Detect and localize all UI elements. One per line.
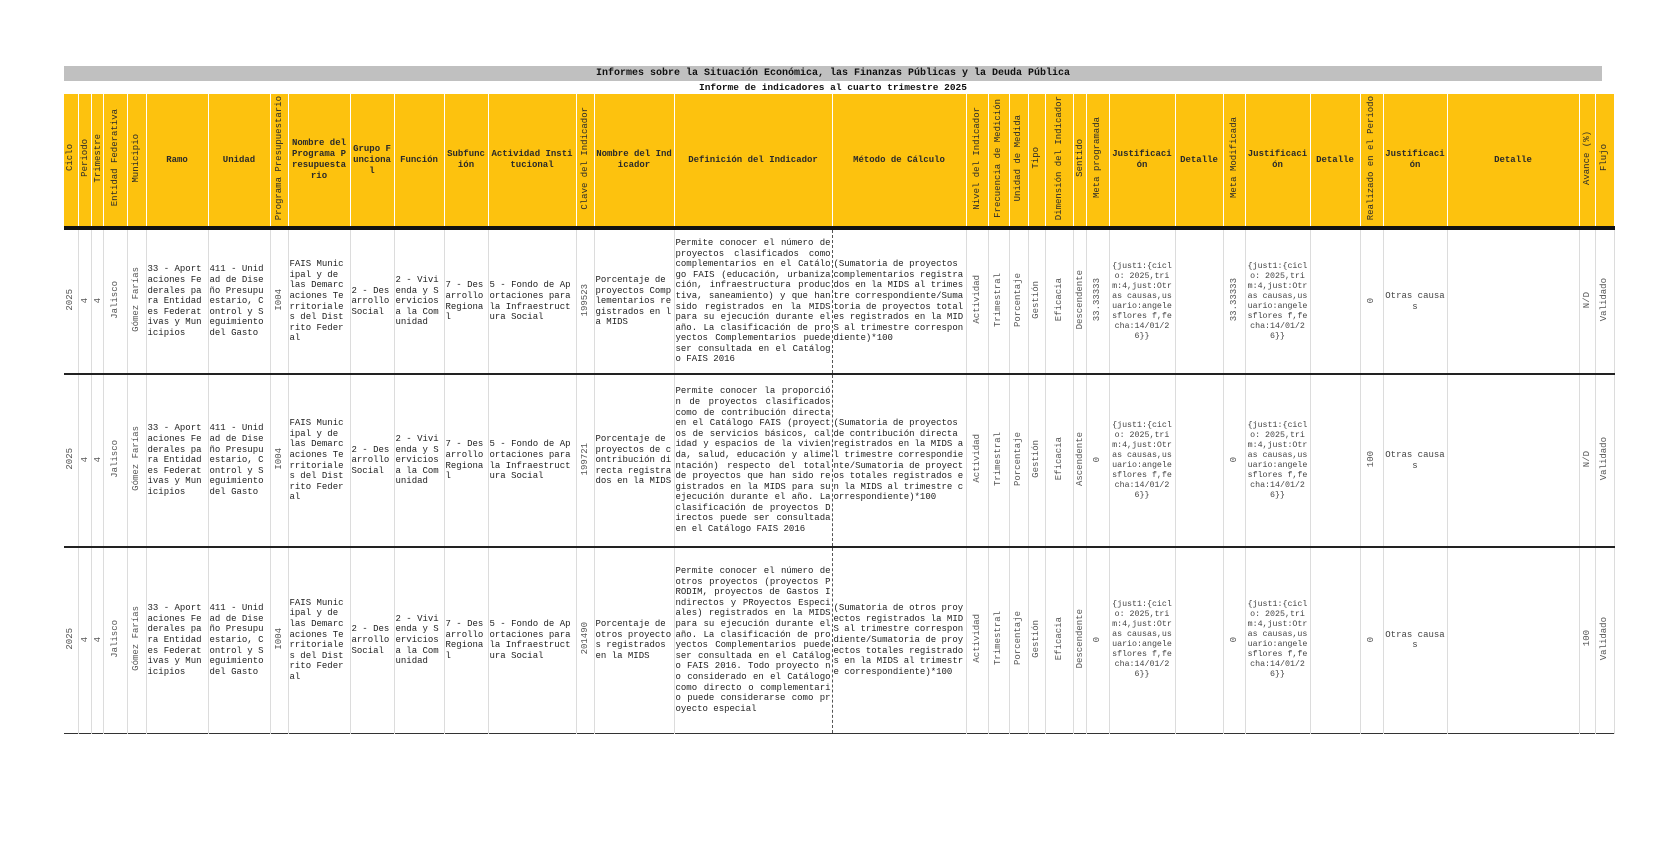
cell-justificacion-1: {just1:{ciclo: 2025,trim:4,just:Otras causas,usuario:angelesflores f,fecha:14/01/26}} [1109,374,1175,547]
indicator-report [64,66,1610,734]
cell-periodo: 4 [78,374,91,547]
cell-nombre-programa: FAIS Municipal y de las Demarcaciones Territoriales del Distrito Federal [288,228,350,374]
cell-realizado: 0 [1360,228,1383,374]
cell-nombre-indicador: Porcentaje de proyectos Complementarios registrados en la MIDS [594,228,674,374]
cell-unidad-medida: Porcentaje [1009,228,1028,374]
col-header-detalle-1[interactable]: Detalle [1175,94,1223,228]
cell-programa: I004 [270,228,288,374]
col-header-ramo[interactable]: Ramo [146,94,208,228]
cell-municipio: Gómez Farías [127,228,146,374]
cell-flujo: Validado [1595,374,1614,547]
col-header-detalle-2[interactable]: Detalle [1310,94,1360,228]
cell-detalle-3 [1447,374,1579,547]
cell-detalle-3 [1447,547,1579,733]
cell-nombre-indicador: Porcentaje de proyectos de contribución directa registrados en la MIDS [594,374,674,547]
cell-actividad: 5 - Fondo de Aportaciones para la Infraestructura Social [488,374,576,547]
cell-frecuencia: Trimestral [988,547,1009,733]
cell-tipo: Gestión [1028,228,1045,374]
col-header-grupo[interactable]: Grupo Funcional [350,94,394,228]
cell-entidad: Jalisco [103,374,127,547]
cell-definicion: Permite conocer el número de proyectos clasificados como complementarios en el Catálogo FAIS (educación, urbanización, infraestructura productiva, saneamiento) y que han sido registrados en la MIDS para su ejecución durante el año. La clasificación de proyectos Complementarios puede ser consultada en el Catálogo FAIS 2016 [674,228,832,374]
col-header-municipio[interactable]: Municipio [127,94,146,228]
col-header-nombre-programa[interactable]: Nombre del Programa Presupuestario [288,94,350,228]
cell-metodo: (Sumatoria de proyectos complementarios registrados en la MIDS al trimestre correspondiente/Sumatoria de proyectos totales registrados en la MIDS al trimestre correspondiente)*100 [832,228,966,374]
header-row [64,94,1614,228]
col-header-dimension[interactable]: Dimensión del Indicador [1045,94,1073,228]
cell-trimestre: 4 [91,547,103,733]
col-header-entidad[interactable]: Entidad Federativa [103,94,127,228]
cell-detalle-1 [1175,547,1223,733]
col-header-nombre-indicador[interactable]: Nombre del Indicador [594,94,674,228]
cell-meta-modificada: 0 [1223,374,1245,547]
col-header-nivel[interactable]: Nivel del Indicador [966,94,988,228]
cell-programa: I004 [270,547,288,733]
cell-grupo: 2 - Desarrollo Social [350,374,394,547]
cell-funcion: 2 - Vivienda y Servicios a la Comunidad [394,228,444,374]
cell-subfuncion: 7 - Desarrollo Regional [444,547,488,733]
col-header-subfuncion[interactable]: Subfunción [444,94,488,228]
col-header-periodo[interactable]: Periodo [78,94,91,228]
cell-sentido: Descendente [1073,547,1086,733]
col-header-definicion[interactable]: Definición del Indicador [674,94,832,228]
col-header-avance[interactable]: Avance (%) [1579,94,1595,228]
table-row [64,547,1614,733]
cell-avance: N/D [1579,374,1595,547]
cell-unidad: 411 - Unidad de Diseño Presupuestario, Control y Seguimiento del Gasto [208,374,270,547]
col-header-meta-modificada[interactable]: Meta Modificada [1223,94,1245,228]
table-row [64,228,1614,374]
col-header-trimestre[interactable]: Trimestre [91,94,103,228]
cell-subfuncion: 7 - Desarrollo Regional [444,228,488,374]
cell-nivel: Actividad [966,547,988,733]
cell-metodo: (Sumatoria de otros proyectos registrados la MIDS al trimestre correspondiente/Sumatoria de proyectos totales registrados en la MIDS al trimestre correspondiente)*100 [832,547,966,733]
col-header-ciclo[interactable]: Ciclo [64,94,78,228]
col-header-actividad[interactable]: Actividad Institucional [488,94,576,228]
cell-justificacion-3: Otras causas [1383,228,1447,374]
cell-justificacion-2: {just1:{ciclo: 2025,trim:4,just:Otras causas,usuario:angelesflores f,fecha:14/01/26}} [1245,547,1310,733]
report-title: Informes sobre la Situación Económica, las Finanzas Públicas y la Deuda Pública [64,66,1602,81]
cell-definicion: Permite conocer el número de otros proyectos (proyectos PRODIM, proyectos de Gastos Indirectos y PRoyectos Especiales) registrados en la MIDS para su ejecución durante el año. La clasificación de proyectos Complementarios puede ser consultada en el Catálogo FAIS 2016. Todo proyecto no considerado en el Catálogo como directo o complementario puede considerarse como proyecto especial [674,547,832,733]
col-header-unidad[interactable]: Unidad [208,94,270,228]
cell-meta-programada: 0 [1086,374,1109,547]
cell-dimension: Eficacia [1045,547,1073,733]
cell-ciclo: 2025 [64,228,78,374]
cell-justificacion-1: {just1:{ciclo: 2025,trim:4,just:Otras causas,usuario:angelesflores f,fecha:14/01/26}} [1109,228,1175,374]
cell-ramo: 33 - Aportaciones Federales para Entidades Federativas y Municipios [146,228,208,374]
cell-actividad: 5 - Fondo de Aportaciones para la Infraestructura Social [488,547,576,733]
cell-detalle-2 [1310,228,1360,374]
cell-justificacion-1: {just1:{ciclo: 2025,trim:4,just:Otras causas,usuario:angelesflores f,fecha:14/01/26}} [1109,547,1175,733]
col-header-tipo[interactable]: Tipo [1028,94,1045,228]
cell-subfuncion: 7 - Desarrollo Regional [444,374,488,547]
col-header-frecuencia[interactable]: Frecuencia de Medición [988,94,1009,228]
col-header-detalle-3[interactable]: Detalle [1447,94,1579,228]
report-subtitle: Informe de indicadores al cuarto trimestre 2025 [699,82,967,93]
cell-detalle-1 [1175,374,1223,547]
cell-definicion: Permite conocer la proporción de proyectos clasificados como de contribución directa en el Catálogo FAIS (proyectos de servicios básicos, calidad y espacios de la vivienda, salud, educación y alimentación) respecto del total de proyectos que han sido registrados en la MIDS para su ejecución durante el año. La clasificación de proyectos Directos puede ser consultada en el Catálogo FAIS 2016 [674,374,832,547]
cell-tipo: Gestión [1028,374,1045,547]
col-header-sentido[interactable]: Sentido [1073,94,1086,228]
cell-frecuencia: Trimestral [988,228,1009,374]
cell-nombre-programa: FAIS Municipal y de las Demarcaciones Territoriales del Distrito Federal [288,547,350,733]
cell-dimension: Eficacia [1045,374,1073,547]
cell-avance: N/D [1579,228,1595,374]
cell-municipio: Gómez Farías [127,547,146,733]
cell-periodo: 4 [78,547,91,733]
cell-justificacion-2: {just1:{ciclo: 2025,trim:4,just:Otras causas,usuario:angelesflores f,fecha:14/01/26}} [1245,228,1310,374]
cell-funcion: 2 - Vivienda y Servicios a la Comunidad [394,547,444,733]
cell-realizado: 0 [1360,547,1383,733]
cell-detalle-3 [1447,228,1579,374]
cell-clave: 199721 [576,374,594,547]
cell-unidad: 411 - Unidad de Diseño Presupuestario, Control y Seguimiento del Gasto [208,228,270,374]
col-header-unidad-medida[interactable]: Unidad de Medida [1009,94,1028,228]
cell-meta-modificada: 0 [1223,547,1245,733]
col-header-funcion[interactable]: Función [394,94,444,228]
cell-metodo: (Sumatoria de proyectos de contribución directa registrados en la MIDS al trimestre correspondiente/Sumatoria de proyectos totales registrados en la MIDS al trimestre correspondiente)*100 [832,374,966,547]
cell-avance: 100 [1579,547,1595,733]
cell-nombre-programa: FAIS Municipal y de las Demarcaciones Territoriales del Distrito Federal [288,374,350,547]
cell-entidad: Jalisco [103,228,127,374]
cell-ramo: 33 - Aportaciones Federales para Entidades Federativas y Municipios [146,547,208,733]
cell-nombre-indicador: Porcentaje de otros proyectos registrados en la MIDS [594,547,674,733]
cell-detalle-2 [1310,374,1360,547]
cell-detalle-1 [1175,228,1223,374]
cell-funcion: 2 - Vivienda y Servicios a la Comunidad [394,374,444,547]
col-header-clave[interactable]: Clave del Indicador [576,94,594,228]
col-header-meta-programada[interactable]: Meta programada [1086,94,1109,228]
cell-justificacion-3: Otras causas [1383,547,1447,733]
cell-sentido: Ascendente [1073,374,1086,547]
cell-meta-programada: 0 [1086,547,1109,733]
cell-ciclo: 2025 [64,547,78,733]
cell-entidad: Jalisco [103,547,127,733]
col-header-justificacion-3[interactable]: Justificación [1383,94,1447,228]
cell-nivel: Actividad [966,228,988,374]
col-header-metodo[interactable]: Método de Cálculo [832,94,966,228]
cell-unidad-medida: Porcentaje [1009,547,1028,733]
col-header-programa[interactable]: Programa Presupuestario [270,94,288,228]
cell-grupo: 2 - Desarrollo Social [350,228,394,374]
cell-trimestre: 4 [91,374,103,547]
cell-frecuencia: Trimestral [988,374,1009,547]
cell-clave: 201490 [576,547,594,733]
cell-nivel: Actividad [966,374,988,547]
cell-programa: I004 [270,374,288,547]
cell-flujo: Validado [1595,547,1614,733]
table-row [64,374,1614,547]
col-header-realizado[interactable]: Realizado en el Periodo [1360,94,1383,228]
cell-municipio: Gómez Farías [127,374,146,547]
cell-periodo: 4 [78,228,91,374]
cell-ramo: 33 - Aportaciones Federales para Entidades Federativas y Municipios [146,374,208,547]
cell-justificacion-2: {just1:{ciclo: 2025,trim:4,just:Otras causas,usuario:angelesflores f,fecha:14/01/26}} [1245,374,1310,547]
cell-unidad: 411 - Unidad de Diseño Presupuestario, Control y Seguimiento del Gasto [208,547,270,733]
cell-realizado: 100 [1360,374,1383,547]
col-header-justificacion-2[interactable]: Justificación [1245,94,1310,228]
indicators-table [64,94,1615,734]
cell-unidad-medida: Porcentaje [1009,374,1028,547]
cell-detalle-2 [1310,547,1360,733]
cell-tipo: Gestión [1028,547,1045,733]
cell-grupo: 2 - Desarrollo Social [350,547,394,733]
cell-actividad: 5 - Fondo de Aportaciones para la Infraestructura Social [488,228,576,374]
cell-flujo: Validado [1595,228,1614,374]
col-header-justificacion-1[interactable]: Justificación [1109,94,1175,228]
cell-dimension: Eficacia [1045,228,1073,374]
cell-justificacion-3: Otras causas [1383,374,1447,547]
cell-ciclo: 2025 [64,374,78,547]
cell-sentido: Descendente [1073,228,1086,374]
cell-meta-modificada: 33.33333 [1223,228,1245,374]
col-header-flujo[interactable]: Flujo [1595,94,1614,228]
cell-clave: 199523 [576,228,594,374]
cell-meta-programada: 33.33333 [1086,228,1109,374]
cell-trimestre: 4 [91,228,103,374]
